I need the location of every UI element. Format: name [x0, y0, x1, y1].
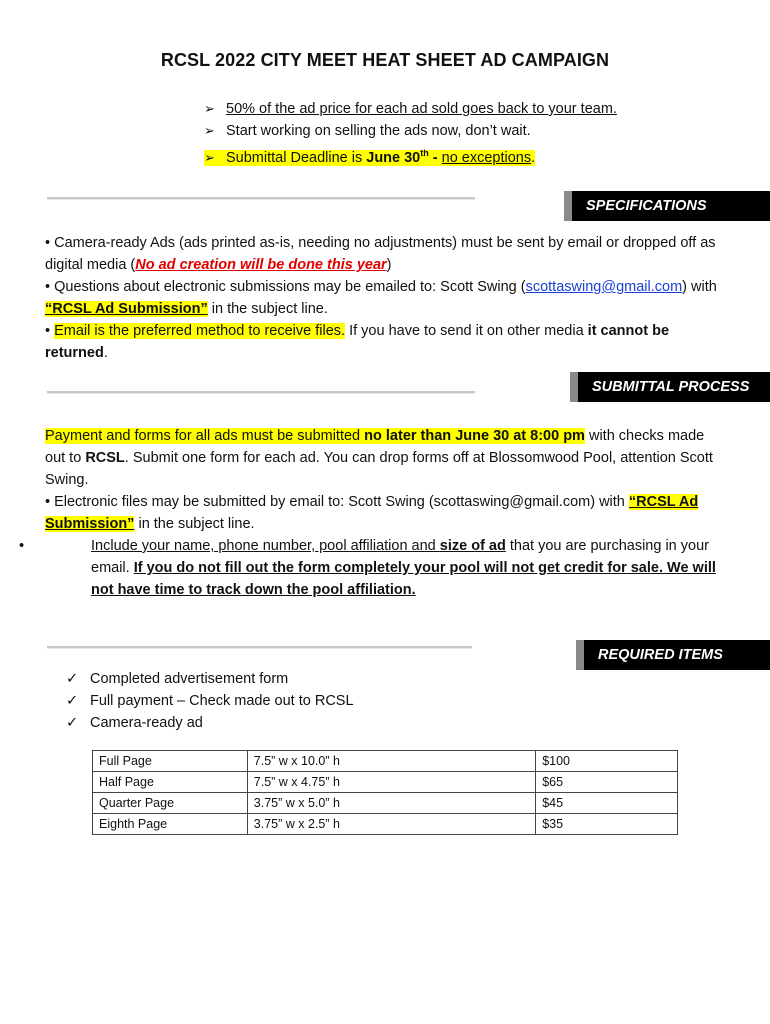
table-row [93, 814, 678, 835]
section-divider [47, 197, 475, 200]
ad-size-cell: Half Page [93, 772, 248, 793]
section-divider [47, 391, 475, 394]
deadline-dash: - [428, 149, 438, 166]
intro-text: 50% of the ad price for each ad sold goes back to your team. [226, 101, 617, 117]
ad-price-cell: $65 [536, 772, 678, 793]
spec-paragraph: • Email is the preferred method to receive files. If you have to send it on other media it cannot be returned. [45, 323, 670, 361]
required-items-heading: REQUIRED ITEMS [576, 640, 770, 670]
arrow-bullet-icon: ➢ [204, 149, 215, 165]
deadline-label: Submittal Deadline is [226, 149, 367, 166]
email-link[interactable]: scottaswing@gmail.com [525, 279, 683, 295]
deadline-note: no exceptions [441, 149, 532, 166]
list-item: ✓ Full payment – Check made out to RCSL [66, 690, 354, 712]
specifications-heading: SPECIFICATIONS [564, 191, 770, 221]
ad-dimensions-cell: 7.5” w x 10.0” h [247, 751, 535, 772]
list-item: ✓ Camera-ready ad [66, 712, 354, 734]
checkmark-icon: ✓ [66, 693, 79, 709]
ad-size-cell: Quarter Page [93, 793, 248, 814]
credit-warning: If you do not fill out the form completely your pool will not get credit for sale. We will not have time to track down the pool affiliation. [91, 560, 716, 598]
ad-price-cell: $100 [536, 751, 678, 772]
spec-paragraph: • Camera-ready Ads (ads printed as-is, needing no adjustments) must be sent by email or dropped off as digital media (No ad creation will be done this year) [45, 235, 716, 273]
preferred-method-note: Email is the preferred method to receive files. [54, 323, 346, 339]
intro-item-deadline [204, 142, 617, 169]
ad-price-cell: $35 [536, 814, 678, 835]
intro-item [204, 120, 617, 142]
ad-size-cell: Eighth Page [93, 814, 248, 835]
deadline-suffix: th [420, 148, 429, 158]
submittal-paragraph: • Electronic files may be submitted by email to: Scott Swing (scottaswing@gmail.com) with “RCSL Ad Submission” in the subject line. [45, 494, 699, 532]
ad-size-cell: Full Page [93, 751, 248, 772]
submittal-sub-bullet: • Include your name, phone number, pool affiliation and size of ad that you are purchasing in your email. If you do not fill out the form completely your pool will not get credit for sale. We will not have time to track down the pool affiliation. [19, 538, 716, 598]
deadline-period: . [531, 149, 536, 166]
required-items-list [66, 668, 354, 734]
arrow-bullet-icon: ➢ [204, 101, 215, 116]
table-row [93, 793, 678, 814]
no-ad-creation-note: No ad creation will be done this year [135, 257, 387, 273]
intro-bullets [204, 98, 617, 169]
spec-paragraph: • Questions about electronic submissions may be emailed to: Scott Swing (scottaswing@gmail.com) with “RCSL Ad Submission” in the subject line. [45, 279, 717, 317]
table-row [93, 751, 678, 772]
table-row [93, 772, 678, 793]
submittal-body [19, 425, 725, 601]
ad-dimensions-cell: 3.75” w x 2.5” h [247, 814, 535, 835]
deadline-date: June 30 [366, 149, 421, 166]
intro-text: Start working on selling the ads now, don’t wait. [226, 123, 531, 139]
ad-dimensions-cell: 7.5” w x 4.75” h [247, 772, 535, 793]
ad-price-table [92, 750, 678, 835]
list-item: ✓ Completed advertisement form [66, 668, 354, 690]
submittal-heading: SUBMITTAL PROCESS [570, 372, 770, 402]
submittal-paragraph: Payment and forms for all ads must be submitted no later than June 30 at 8:00 pm with checks made out to RCSL. Submit one form for each ad. You can drop forms off at Blossomwood Pool, attention Scott Swing. [45, 428, 713, 488]
deadline-time: no later than June 30 at 8:00 pm [364, 428, 585, 444]
subject-line: “RCSL Ad Submission” [45, 301, 208, 317]
ad-dimensions-cell: 3.75” w x 5.0” h [247, 793, 535, 814]
section-divider [47, 646, 472, 649]
subject-line: “RCSL Ad Submission” [45, 494, 699, 532]
checkmark-icon: ✓ [66, 715, 79, 731]
page-title: RCSL 2022 CITY MEET HEAT SHEET AD CAMPAIGN [160, 50, 610, 70]
specifications-body [45, 232, 735, 364]
ad-price-cell: $45 [536, 793, 678, 814]
arrow-bullet-icon: ➢ [204, 123, 215, 138]
checkmark-icon: ✓ [66, 671, 79, 687]
intro-item [204, 98, 617, 120]
